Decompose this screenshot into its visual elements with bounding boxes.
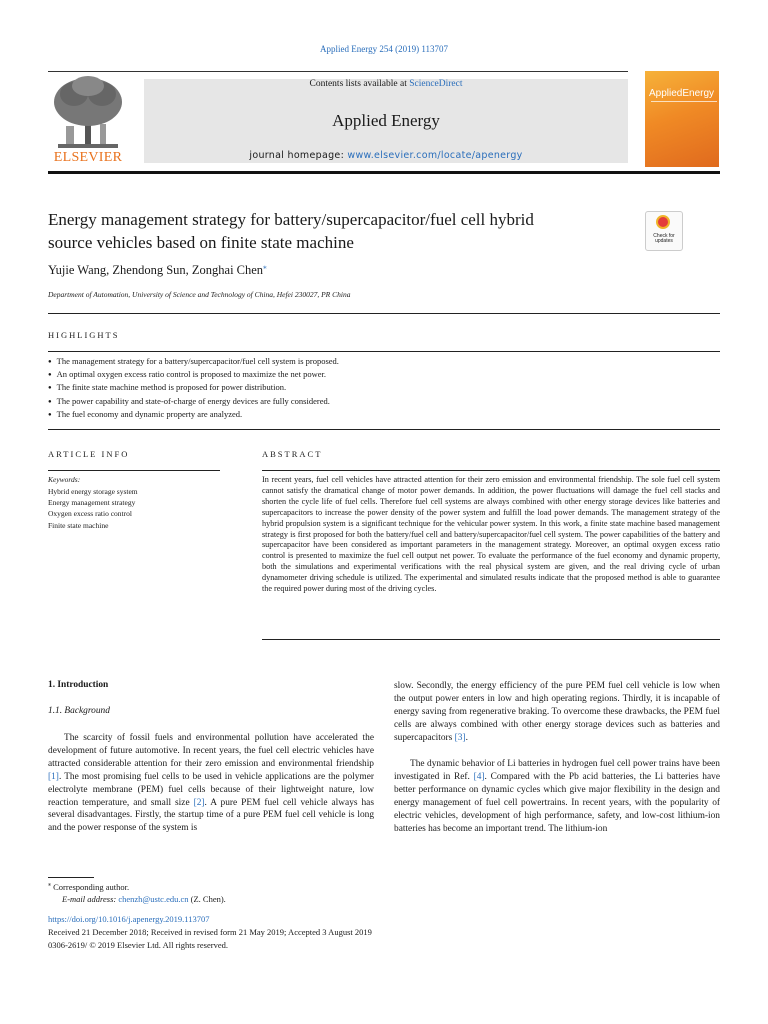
corresponding-mark[interactable]: ⁎ <box>263 263 267 271</box>
article-title <box>48 208 628 254</box>
footnote-rule <box>48 877 94 878</box>
homepage-link[interactable]: www.elsevier.com/locate/apenergy <box>347 150 523 161</box>
journal-reference[interactable]: Applied Energy 254 (2019) 113707 <box>320 44 448 54</box>
keyword: Energy management strategy <box>48 498 136 508</box>
text-run: The dynamic behavior of Li batteries in hydrogen fuel cell power trains have been investigated in Ref. <box>394 759 720 782</box>
check-updates-icon <box>656 215 670 229</box>
highlight-item: ● The fuel economy and dynamic property are analyzed. <box>48 408 720 421</box>
body-paragraph <box>394 758 720 835</box>
body-paragraph <box>48 732 374 835</box>
corresponding-text: Corresponding author. <box>53 881 130 892</box>
abstract-heading: ABSTRACT <box>262 449 323 459</box>
keywords-label: Keywords: <box>48 475 81 484</box>
highlight-item: ● The power capability and state-of-charge of energy devices are fully considered. <box>48 395 720 408</box>
contents-line <box>144 79 628 89</box>
text-run: slow. Secondly, the energy efficiency of the pure PEM fuel cell vehicle is low when the output power enters in low and high operating regions. Thirdly, it is incapable of energy saving from regenerative braking. To overcome these drawbacks, the PEM fuel cells are always combined with other energy storage devices such as batteries and supercapacitors <box>394 681 720 743</box>
cover-title: AppliedEnergy <box>649 88 715 99</box>
citation-link[interactable]: [2] <box>193 797 205 808</box>
homepage-prefix: journal homepage: <box>249 150 348 161</box>
cover-divider <box>651 101 717 102</box>
keyword: Finite state machine <box>48 520 109 530</box>
copyright: 0306-2619/ © 2019 Elsevier Ltd. All rights reserved. <box>48 940 228 950</box>
header-top-rule <box>48 71 628 72</box>
keywords-list <box>48 486 138 531</box>
abstract-text: In recent years, fuel cell vehicles have attracted attention for their zero emission and environmental friendship. The sole fuel cell system cannot satisfy the dramatical change of motor power demands. In addition, the power fluctuations will damage the fuel cell stacks and shorten the cycle life of fuel cells. Therefore fuel cell systems are always combined with other energy storage devices like batteries and supercapacitors to increase the power density of the power system and fulfill the load power demands. The management strategy of the hybrid propulsion system is a significant technique for the vehicular power system. In this work, a finite state machine based management strategy is first proposed for both the battery/fuel cell and battery/supercapacitor/fuel cell system. The power capabilities of the battery and supercapacitor have been considered as important parameters in the management strategy. Moreover, an optimal oxygen excess ratio control is presented to maximize the fuel cell output net power. To evaluate the performance of the fuel economy and dynamic property, both the simulations and experimental verifications with the real physical system are given, and the real driving cycle of urban dynamometer driving schedule is utilized. The experimental and simulated results indicate that the proposed method is able to guarantee the required power during most of the driving cycles. <box>262 475 720 594</box>
citation-link[interactable]: [4] <box>473 771 485 782</box>
elsevier-wordmark: ELSEVIER <box>53 150 123 165</box>
check-updates-label: Check for updates <box>653 233 675 244</box>
journal-cover-image[interactable] <box>645 71 719 167</box>
text-run: . <box>465 732 468 743</box>
citation-link[interactable]: [3] <box>454 732 466 743</box>
text-run: . The most promising fuel cells to be used in vehicle applications are the polymer electrolyte membrane (PEM) fuel cells because of their lightweight nature, low reaction temperature, and small size <box>48 771 374 808</box>
highlight-item: ● An optimal oxygen excess ratio control is proposed to maximize the net power. <box>48 368 720 381</box>
divider <box>262 639 720 640</box>
contents-prefix: Contents lists available at <box>309 79 410 89</box>
highlight-item: ● The finite state machine method is proposed for power distribution. <box>48 381 720 394</box>
footnote-mark: ⁎ <box>48 882 51 888</box>
divider <box>48 429 720 430</box>
article-info-heading: ARTICLE INFO <box>48 449 130 459</box>
text-run: . Compared with the Pb acid batteries, the Li batteries have better performance on dynamic cycles which give major flexibility in the design and energy management of fuel cell powertrains. In recent years, with the popularity of electric vehicles, development of high performance, safety, and low-cost lithium-ion batteries has become an important trend. The lithium-ion <box>394 771 720 834</box>
divider <box>48 313 720 314</box>
email-footnote <box>62 894 226 904</box>
keyword: Oxygen excess ratio control <box>48 509 132 519</box>
divider <box>48 351 720 352</box>
keyword: Hybrid energy storage system <box>48 487 138 496</box>
title-line-1: Energy management strategy for battery/supercapacitor/fuel cell hybrid <box>48 210 534 229</box>
divider <box>48 470 220 471</box>
journal-homepage <box>144 150 628 161</box>
title-line-2: source vehicles based on finite state machine <box>48 233 354 252</box>
authors <box>48 263 267 278</box>
subsection-heading: 1.1. Background <box>48 706 110 716</box>
body-paragraph <box>394 680 720 745</box>
highlight-item: ● The management strategy for a battery/supercapacitor/fuel cell system is proposed. <box>48 355 720 368</box>
highlights-heading: HIGHLIGHTS <box>48 330 120 340</box>
affiliation: Department of Automation, University of Science and Technology of China, Hefei 230027, PR China <box>48 290 351 299</box>
doi-link[interactable]: https://doi.org/10.1016/j.apenergy.2019.113707 <box>48 914 210 924</box>
text-run: . A pure PEM fuel cell vehicle always has several disadvantages. Firstly, the startup time of a pure PEM fuel cell vehicle is long and the power response of the system is <box>48 797 374 834</box>
text-run: The scarcity of fossil fuels and environmental pollution have accelerated the development of future automotive. In recent years, the fuel cell electric vehicles have attracted considerable attention for their zero emission and environmental friendship <box>48 733 374 769</box>
journal-name: Applied Energy <box>332 111 440 130</box>
corresponding-footnote <box>48 881 129 892</box>
divider <box>262 470 720 471</box>
sciencedirect-link[interactable]: ScienceDirect <box>409 79 463 89</box>
header-bottom-rule <box>48 171 720 174</box>
email-suffix: (Z. Chen). <box>188 894 226 904</box>
citation-link[interactable]: [1] <box>48 771 59 782</box>
highlights-list <box>48 355 720 421</box>
email-label: E-mail address: <box>62 894 117 904</box>
section-heading: 1. Introduction <box>48 680 109 690</box>
email-link[interactable]: chenzh@ustc.edu.cn <box>118 894 189 904</box>
received-dates: Received 21 December 2018; Received in revised form 21 May 2019; Accepted 3 August 2019 <box>48 927 372 937</box>
author-names: Yujie Wang, Zhendong Sun, Zonghai Chen <box>48 263 264 278</box>
